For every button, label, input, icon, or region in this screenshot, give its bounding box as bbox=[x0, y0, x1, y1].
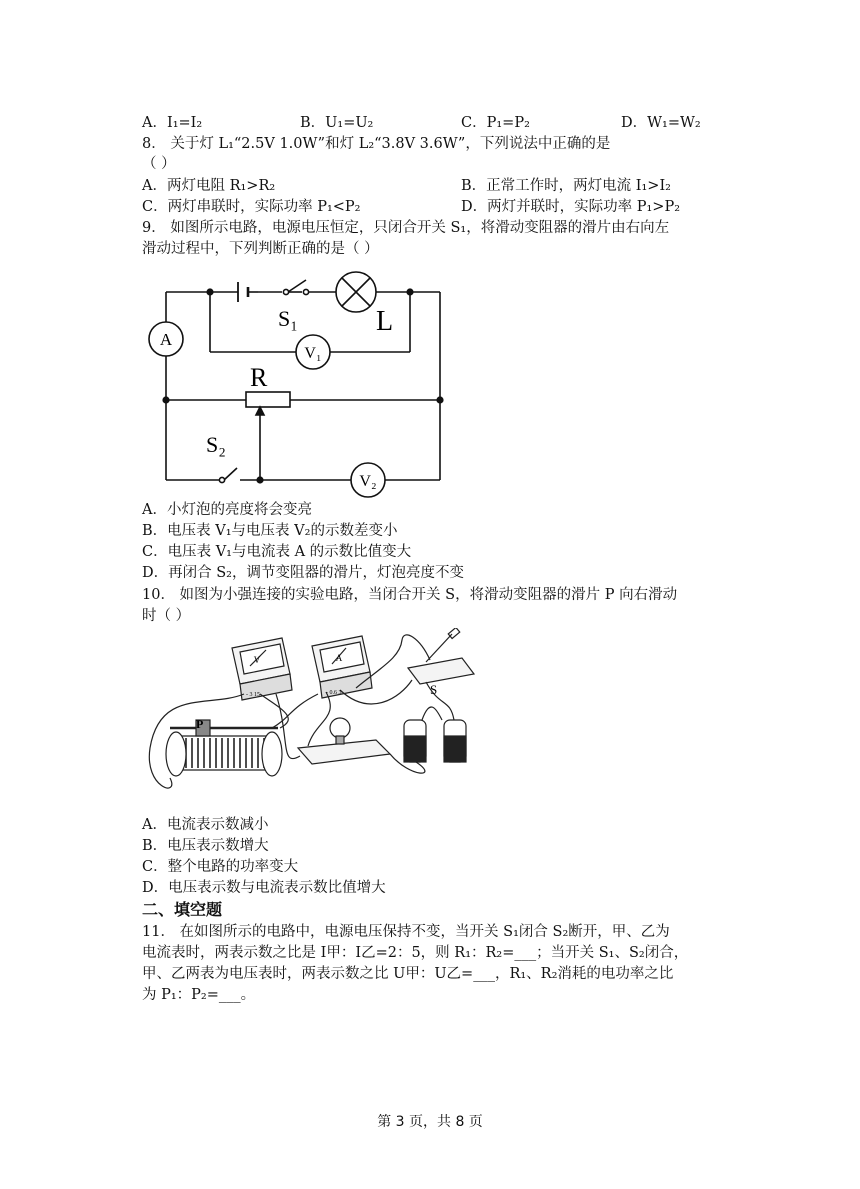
q8-option-b: B．正常工作时，两灯电流 I₁>I₂ bbox=[461, 178, 671, 194]
q9-stem-line2: 滑动过程中，下列判断正确的是（ ） bbox=[142, 241, 379, 257]
q10-voltmeter-face-label: V bbox=[253, 655, 261, 665]
q9-voltmeter2-label: V₂ bbox=[359, 473, 377, 490]
q9-option-a: A．小灯泡的亮度将会变亮 bbox=[142, 502, 312, 518]
q7-option-c: C．P₁=P₂ bbox=[461, 115, 530, 131]
q8-option-a: A．两灯电阻 R₁>R₂ bbox=[142, 178, 276, 194]
q8-stem-line2: （ ） bbox=[142, 156, 176, 172]
q9-option-c: C．电压表 V₁与电流表 A 的示数比值变大 bbox=[142, 544, 412, 560]
q10-stem-line1: 10． 如图为小强连接的实验电路，当闭合开关 S，将滑动变阻器的滑片 P 向右滑动 bbox=[142, 587, 678, 603]
q10-option-b: B．电压表示数增大 bbox=[142, 838, 269, 854]
q9-ammeter-label: A bbox=[159, 330, 173, 349]
q10-ammeter-face-label: A bbox=[335, 653, 343, 663]
q10-experiment-illustration bbox=[140, 628, 490, 808]
q10-slider-label: P bbox=[196, 717, 204, 731]
q9-option-d: D．再闭合 S₂，调节变阻器的滑片，灯泡亮度不变 bbox=[142, 565, 464, 581]
q8-option-d: D．两灯并联时，实际功率 P₁>P₂ bbox=[461, 199, 681, 215]
q7-option-a: A．I₁=I₂ bbox=[142, 115, 203, 131]
q7-option-b: B．U₁=U₂ bbox=[300, 115, 374, 131]
section-title-fill-in: 二、填空题 bbox=[142, 900, 223, 919]
q9-lamp-label: L bbox=[376, 306, 394, 337]
q10-option-d: D．电压表示数与电流表示数比值增大 bbox=[142, 880, 386, 896]
q8-stem-line1: 8． 关于灯 L₁“2.5V 1.0W”和灯 L₂“3.8V 3.6W”，下列说法中正确的是 bbox=[142, 136, 611, 152]
q8-option-c: C．两灯串联时，实际功率 P₁<P₂ bbox=[142, 199, 361, 215]
q10-voltmeter-terminals: - 3 15 bbox=[246, 692, 260, 698]
q11-line2: 电流表时，两表示数之比是 I甲：I乙=2：5，则 R₁：R₂=___；当开关 S₁、S₂闭合， bbox=[142, 945, 689, 961]
q9-switch2-label: S₂ bbox=[206, 432, 226, 457]
q10-option-c: C．整个电路的功率变大 bbox=[142, 859, 299, 875]
q9-rheostat-label: R bbox=[250, 363, 268, 392]
q10-ammeter-terminals: - 0.6 3 bbox=[326, 690, 342, 696]
q9-switch1-label: S₁ bbox=[278, 306, 298, 331]
q7-option-d: D．W₁=W₂ bbox=[621, 115, 701, 131]
q9-option-b: B．电压表 V₁与电压表 V₂的示数差变小 bbox=[142, 523, 398, 539]
q9-circuit-diagram bbox=[140, 262, 460, 502]
page-footer: 第 3 页，共 8 页 bbox=[377, 1114, 483, 1130]
q11-line3: 甲、乙两表为电压表时，两表示数之比 U甲：U乙=___，R₁、R₂消耗的电功率之比 bbox=[142, 966, 674, 982]
q10-stem-line2: 时（ ） bbox=[142, 608, 191, 624]
q9-stem-line1: 9． 如图所示电路，电源电压恒定，只闭合开关 S₁，将滑动变阻器的滑片由右向左 bbox=[142, 220, 670, 236]
q11-line4: 为 P₁：P₂=___。 bbox=[142, 987, 256, 1003]
q11-line1: 11． 在如图所示的电路中，电源电压保持不变，当开关 S₁闭合 S₂断开，甲、乙为 bbox=[142, 924, 670, 940]
q9-voltmeter1-label: V₁ bbox=[304, 345, 322, 362]
q10-option-a: A．电流表示数减小 bbox=[142, 817, 269, 833]
q10-switch-label: S bbox=[430, 682, 438, 697]
